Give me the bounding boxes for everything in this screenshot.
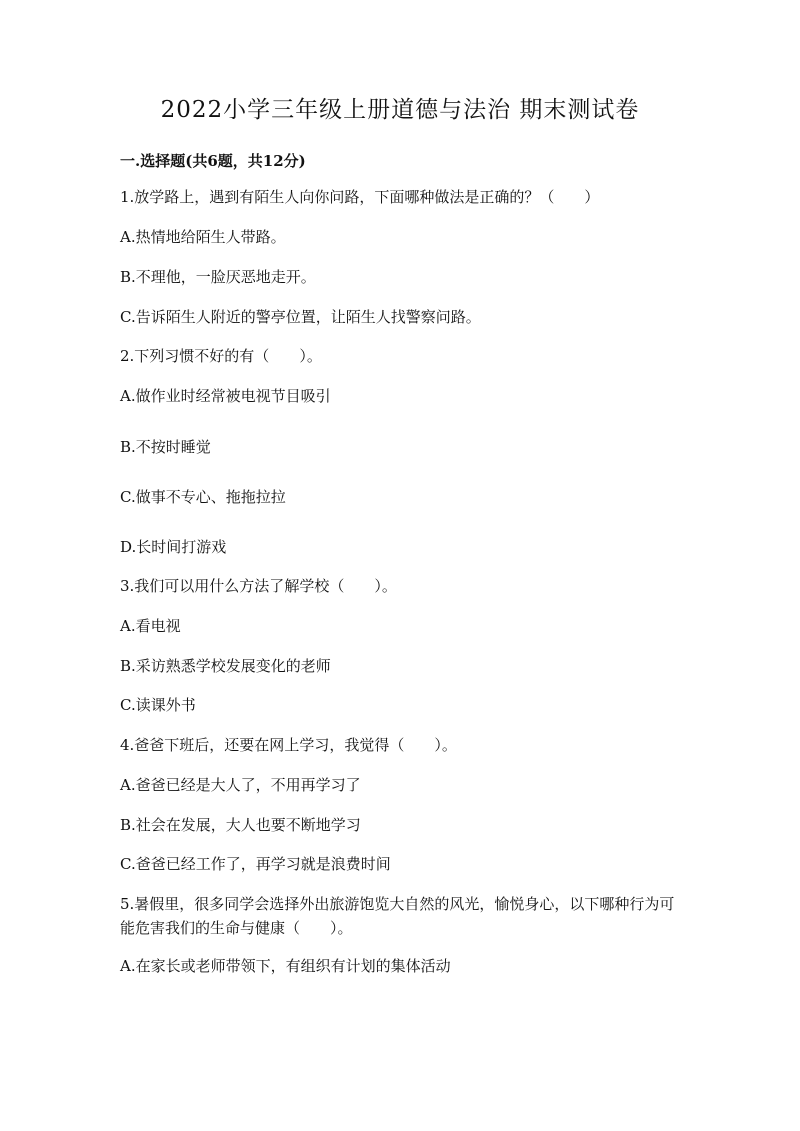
question-5: 5.暑假里，很多同学会选择外出旅游饱览大自然的风光，愉悦身心，以下哪种行为可能危害我们的生命与健康（ ）。: [120, 895, 675, 937]
q4-option-b: B.社会在发展，大人也要不断地学习: [120, 816, 361, 834]
q3-option-b: B.采访熟悉学校发展变化的老师: [120, 657, 331, 675]
q5-option-a: A.在家长或老师带领下，有组织有计划的集体活动: [120, 957, 451, 975]
q1-option-a: A.热情地给陌生人带路。: [120, 228, 286, 246]
q1-option-c: C.告诉陌生人附近的警亭位置，让陌生人找警察问路。: [120, 308, 481, 326]
section-heading: 一.选择题(共6题，共12分): [120, 152, 306, 170]
question-3: 3.我们可以用什么方法了解学校（ ）。: [120, 577, 397, 595]
q4-option-c: C.爸爸已经工作了，再学习就是浪费时间: [120, 855, 391, 873]
question-1: 1.放学路上，遇到有陌生人向你问路，下面哪种做法是正确的？（ ）: [120, 188, 600, 206]
page-title: 2022小学三年级上册道德与法治 期末测试卷: [160, 97, 640, 123]
q2-option-a: A.做作业时经常被电视节目吸引: [120, 387, 331, 405]
q2-option-b: B.不按时睡觉: [120, 438, 211, 456]
q3-option-a: A.看电视: [120, 617, 181, 635]
q4-option-a: A.爸爸已经是大人了，不用再学习了: [120, 776, 361, 794]
q1-option-b: B.不理他，一脸厌恶地走开。: [120, 268, 316, 286]
question-2: 2.下列习惯不好的有（ ）。: [120, 347, 322, 365]
q2-option-c: C.做事不专心、拖拖拉拉: [120, 488, 286, 506]
q3-option-c: C.读课外书: [120, 696, 196, 714]
question-4: 4.爸爸下班后，还要在网上学习，我觉得（ ）。: [120, 736, 457, 754]
q2-option-d: D.长时间打游戏: [120, 538, 227, 556]
